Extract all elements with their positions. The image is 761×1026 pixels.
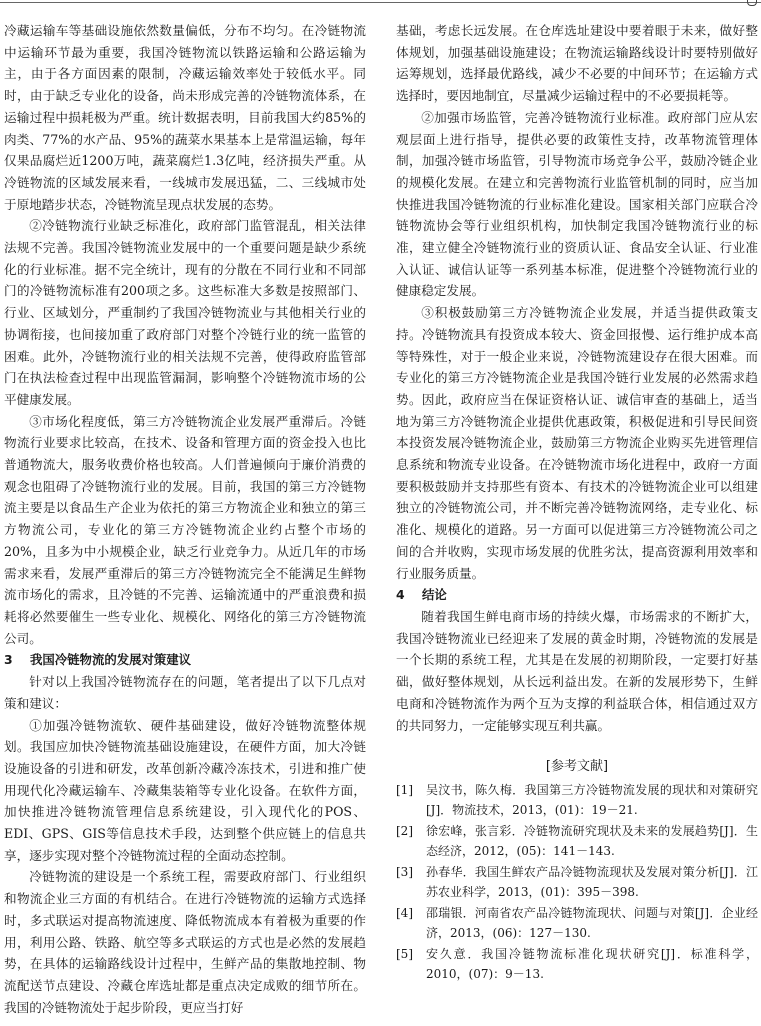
paragraph: 针对以上我国冷链物流存在的问题，笔者提出了以下几点对策和建议： (4, 674, 366, 711)
reference-text: 安久意．我国冷链物流标准化现状研究[J]．标准科学，2010，(07)：9－13. (426, 946, 758, 982)
reference-number: [5] (396, 946, 413, 961)
reference-item (396, 780, 758, 821)
paragraph: 冷藏运输车等基础设施依然数量偏低，分布不均匀。在冷链物流中运输环节最为重要，我国冷链物流以铁路运输和公路运输为主，由于各方面因素的限制，冷藏运输效率处于较低水平。同时，由于缺乏专业化的设备，尚未形成完善的冷链物流体系，在运输过程中损耗极为严重。统计数据表明，目前我国大约85%的肉类、77%的水产品、95%的蔬菜水果基本上是常温运输，每年仅果品腐烂近1200万吨，蔬菜腐烂1.3亿吨，经济损失严重。从冷链物流的区域发展来看，一线城市发展迅猛，二、三线城市处于原地踏步状态，冷链物流呈现点状发展的态势。 (4, 23, 366, 212)
paragraph: ②冷链物流行业缺乏标准化，政府部门监管混乱，相关法律法规不完善。我国冷链物流业发展中的一个重要问题是缺少系统化的行业标准。据不完全统计，现有的分散在不同行业和不同部门的冷链物流标准有200项之多。这些标准大多数是按照部门、行业、区域划分，严重制约了我国冷链物流业与其他相关行业的协调衔接，也间接加重了政府部门对整个冷链行业的统一监管的困难。此外，冷链物流行业的相关法规不完善，使得政府监管部门在执法检查过程中出现监管漏洞，影响整个冷链物流市场的公平健康发展。 (4, 218, 366, 407)
paragraph: ②加强市场监管，完善冷链物流行业标准。政府部门应从宏观层面上进行指导，提供必要的政策性支持，改革物流管理体制，加强冷链市场监管，引导物流市场竞争公平，鼓励冷链企业的规模化发展。在建立和完善物流行业监管机制的同时，应当加快推进我国冷链物流的行业标准化建设。国家相关部门应联合冷链物流协会等行业组织机构，加快制定我国冷链物流行业的标准，建立健全冷链物流行业的资质认证、食品安全认证、行业准入认证、诚信认证等一系列基本标准，促进整个冷链物流行业的健康稳定发展。 (396, 109, 758, 299)
reference-number: [2] (396, 823, 413, 838)
reference-text: 徐宏峰，张言彩．冷链物流研究现状及未来的发展趋势[J]．生态经济，2012，(05)：141－143. (426, 823, 758, 859)
section-number: 4 (396, 587, 405, 603)
reference-item (396, 944, 758, 985)
reference-number: [3] (396, 864, 413, 879)
reference-item (396, 862, 758, 903)
references-heading: [参考文献] (545, 759, 609, 775)
reference-number: [4] (396, 905, 413, 920)
section-heading (396, 584, 758, 606)
reference-list (396, 780, 758, 985)
section-heading (4, 649, 366, 671)
header-corner-mark (747, 0, 757, 6)
paragraph: ③积极鼓励第三方冷链物流企业发展，并适当提供政策支持。冷链物流具有投资成本较大、资金回报慢、运行维护成本高等特殊性，对于一般企业来说，冷链物流建设存在很大困难。而专业化的第三方冷链物流企业是我国冷链行业发展的必然需求趋势。因此，政府应当在保证资格认证、诚信审查的基础上，适当地为第三方冷链物流企业提供优惠政策，积极促进和引导民间资本投资发展冷链物流企业，鼓励第三方物流企业购买先进管理信息系统和物流专业设备。在冷链物流市场化进程中，政府一方面要积极鼓励并支持那些有资本、有技术的冷链物流企业可以组建独立的冷链物流公司，并不断完善冷链物流网络，走专业化、标准化、规模化的道路。另一方面可以促进第三方冷链物流公司之间的合并收购，实现市场发展的优胜劣汰，提高资源利用效率和行业服务质量。 (396, 305, 758, 581)
reference-item (396, 903, 758, 944)
paragraph: ①加强冷链物流软、硬件基础建设，做好冷链物流整体规划。我国应加快冷链物流基础设施建设，在硬件方面，加大冷链设施设备的引进和研发，改革创新冷藏冷冻技术，引进和推广使用现代化冷藏运输车、冷藏集装箱等专业化设备。在软件方面，加快推进冷链物流管理信息系统建设，引入现代化的POS、EDI、GPS、GIS等信息技术手段，达到整个供应链上的信息共享，逐步实现对整个冷链物流过程的全面动态控制。 (4, 717, 366, 863)
section-title: 我国冷链物流的发展对策建议 (30, 652, 192, 668)
left-column (4, 20, 366, 1018)
page-header-rule (0, 0, 761, 6)
paragraph: 冷链物流的建设是一个系统工程，需要政府部门、行业组织和物流企业三方面的有机结合。在进行冷链物流的运输方式选择时，多式联运对提高物流速度、降低物流成本有着极为重要的作用，利用公路、铁路、航空等多式联运的方式也是必然的发展趋势，在具体的运输路线设计过程中，生鲜产品的集散地控制、物流配送节点建设、冷藏仓库选址都是重点决定成败的细节所在。我国的冷链物流处于起步阶段，更应当打好 (4, 869, 366, 1015)
section-title: 结论 (422, 587, 447, 603)
reference-item (396, 821, 758, 862)
reference-number: [1] (396, 782, 413, 797)
header-line (0, 2, 761, 3)
paragraph: ③市场化程度低，第三方冷链物流企业发展严重滞后。冷链物流行业要求比较高，在技术、设备和管理方面的资金投入也比普通物流大，服务收费价格也较高。人们普遍倾向于廉价消费的观念也阻碍了冷链物流行业的发展。目前，我国的第三方冷链物流主要是以食品生产企业为依托的第三方物流企业和独立的第三方物流公司，专业化的第三方冷链物流企业约占整个市场的20%，且多为中小规模企业，缺乏行业竞争力。从近几年的市场需求来看，发展严重滞后的第三方冷链物流完全不能满足生鲜物流市场化的需求，且冷链的不完善、运输流通中的严重浪费和损耗将必然要催生一些专业化、规模化、网络化的第三方冷链物流公司。 (4, 413, 366, 646)
paragraph: 基础，考虑长远发展。在仓库选址建设中要着眼于未来，做好整体规划，加强基础设施建设；在物流运输路线设计时要特别做好运筹规划，选择最优路线，减少不必要的中间环节；在运输方式选择时，要因地制宜，尽量减少运输过程中的不必要损耗等。 (396, 23, 758, 104)
right-column (396, 20, 758, 985)
reference-text: 邵瑞银．河南省农产品冷链物流现状、问题与对策[J]．企业经济，2013，(06)：127－130. (426, 905, 758, 941)
section-number: 3 (4, 652, 13, 668)
paragraph: 随着我国生鲜电商市场的持续火爆，市场需求的不断扩大，我国冷链物流业已经迎来了发展的黄金时期，冷链物流的发展是一个长期的系统工程，尤其是在发展的初期阶段，一定要打好基础，做好整体规划，从长远利益出发。在新的发展形势下，生鲜电商和冷链物流作为两个互为支撑的利益联合体，相信通过双方的共同努力，一定能够实现互利共赢。 (396, 608, 758, 733)
reference-text: 吴汶书，陈久梅．我国第三方冷链物流发展的现状和对策研究[J]．物流技术，2013，(01)：19－21. (426, 782, 758, 818)
reference-text: 孙春华．我国生鲜农产品冷链物流现状及发展对策分析[J]．江苏农业科学，2013，(01)：395－398. (426, 864, 758, 900)
